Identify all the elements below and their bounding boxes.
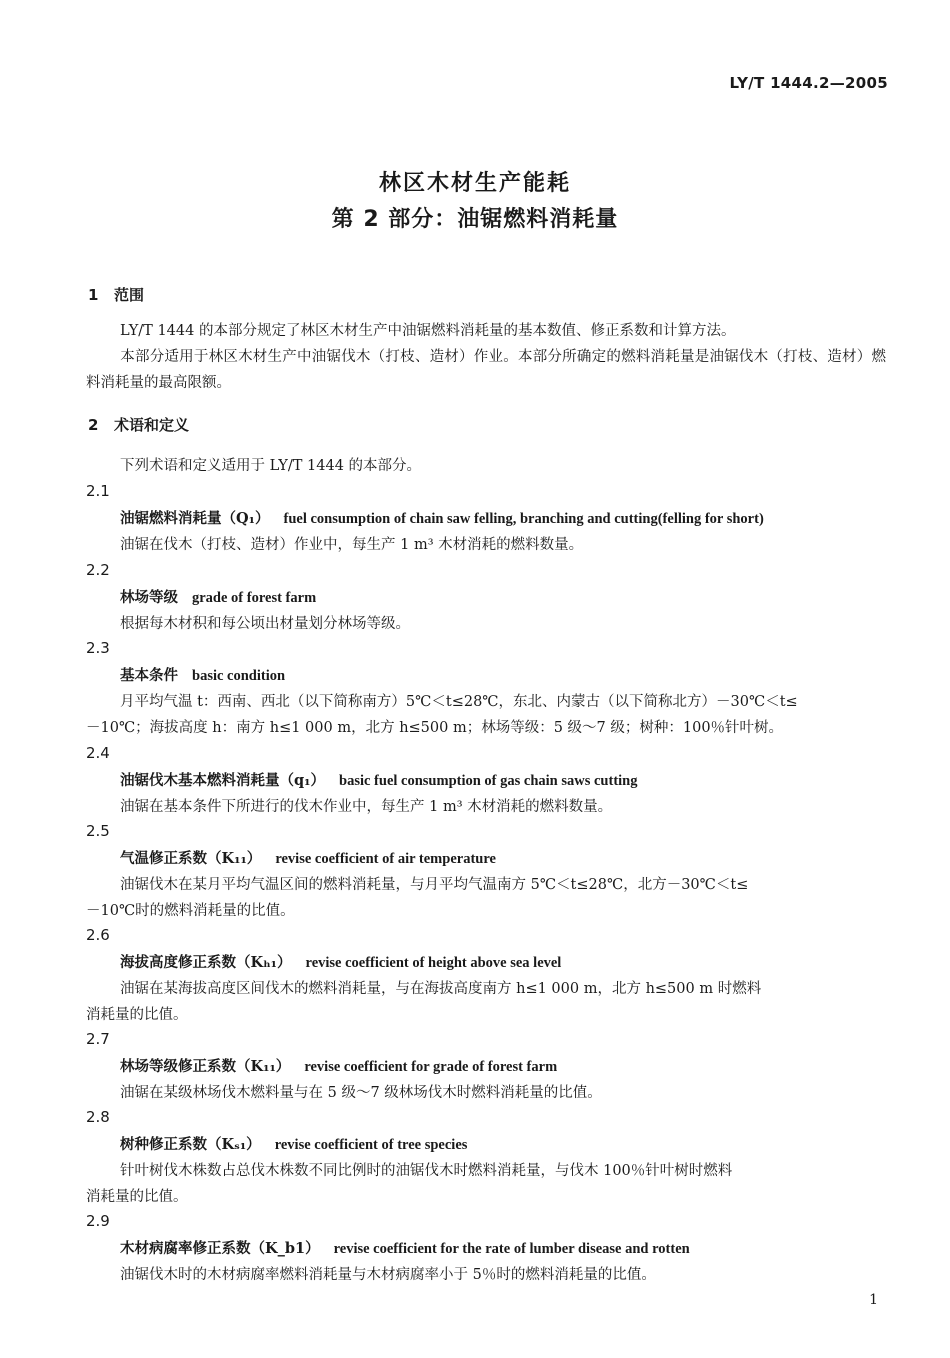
term-number: 2.5 (86, 822, 110, 840)
term-number: 2.3 (86, 639, 110, 657)
section-1-paragraph-2: 本部分适用于林区木材生产中油锯伐木（打枝、造材）作业。本部分所确定的燃料消耗量是油锯伐木（打枝、造材）燃料消耗量的最高限额。 (86, 349, 886, 391)
term-number: 2.7 (86, 1030, 110, 1048)
document-subtitle: 第 2 部分：油锯燃料消耗量 (331, 207, 619, 232)
section-title: 术语和定义 (114, 416, 190, 434)
term-number: 2.6 (86, 926, 110, 944)
term-definition: 油锯在基本条件下所进行的伐木作业中，每生产 1 m³ 木材消耗的燃料数量。 (120, 799, 613, 815)
term-heading: 林场等级修正系数（K₁₁） revise coefficient for grade of forest farm (120, 1058, 558, 1075)
standard-code: LY/T 1444.2—2005 (729, 74, 888, 92)
term-definition-continued: 消耗量的比值。 (86, 1007, 188, 1023)
term-number: 2.2 (86, 561, 110, 579)
page-number: 1 (869, 1292, 878, 1308)
section-number: 2 (88, 416, 99, 434)
term-definition: 月平均气温 t：西南、西北（以下简称南方）5℃＜t≤28℃，东北、内蒙古（以下简称北方）－30℃＜t≤ (120, 694, 798, 710)
term-number: 2.8 (86, 1108, 110, 1126)
section-2-heading (88, 414, 189, 435)
term-definition-continued: －10℃时的燃料消耗量的比值。 (86, 903, 295, 919)
section-1-paragraph-1: LY/T 1444 的本部分规定了林区木材生产中油锯燃料消耗量的基本数值、修正系数和计算方法。 (120, 323, 736, 339)
term-definition-continued: 消耗量的比值。 (86, 1189, 188, 1205)
term-number: 2.9 (86, 1212, 110, 1230)
term-definition: 根据每木材积和每公顷出材量划分林场等级。 (120, 616, 410, 632)
term-definition: 油锯在某级林场伐木燃料量与在 5 级～7 级林场伐木时燃料消耗量的比值。 (120, 1085, 602, 1101)
term-heading: 木材病腐率修正系数（K_b1） revise coefficient for the rate of lumber disease and rotten (120, 1240, 690, 1257)
term-definition: 油锯在某海拔高度区间伐木的燃料消耗量，与在海拔高度南方 h≤1 000 m，北方 h≤500 m 时燃料 (120, 981, 762, 997)
document-title: 林区木材生产能耗 (378, 171, 571, 196)
section-1-heading (88, 284, 144, 305)
term-heading: 林场等级 grade of forest farm (120, 589, 317, 606)
term-definition-continued: －10℃；海拔高度 h：南方 h≤1 000 m，北方 h≤500 m；林场等级：5 级～7 级；树种：100％针叶树。 (86, 720, 784, 736)
term-heading: 海拔高度修正系数（Kₕ₁） revise coefficient of height above sea level (120, 954, 562, 971)
term-heading: 基本条件 basic condition (120, 667, 286, 684)
term-heading: 油锯伐木基本燃料消耗量（q₁） basic fuel consumption of gas chain saws cutting (120, 772, 638, 789)
term-definition: 油锯伐木时的木材病腐率燃料消耗量与木材病腐率小于 5％时的燃料消耗量的比值。 (120, 1267, 656, 1283)
term-heading: 树种修正系数（Kₛ₁） revise coefficient of tree species (120, 1136, 468, 1153)
section-number: 1 (88, 286, 99, 304)
section-title: 范围 (114, 286, 145, 304)
term-heading: 气温修正系数（K₁₁） revise coefficient of air temperature (120, 850, 496, 867)
term-definition: 油锯在伐木（打枝、造材）作业中，每生产 1 m³ 木材消耗的燃料数量。 (120, 537, 584, 553)
term-definition: 油锯伐木在某月平均气温区间的燃料消耗量，与月平均气温南方 5℃＜t≤28℃，北方－30℃＜t≤ (120, 877, 749, 893)
term-definition: 针叶树伐木株数占总伐木株数不同比例时的油锯伐木时燃料消耗量，与伐木 100％针叶树时燃料 (120, 1163, 733, 1179)
section-2-intro: 下列术语和定义适用于 LY/T 1444 的本部分。 (120, 458, 422, 474)
term-number: 2.4 (86, 744, 110, 762)
term-number: 2.1 (86, 482, 110, 500)
term-heading: 油锯燃料消耗量（Q₁） fuel consumption of chain saw felling, branching and cutting(felling for short) (120, 510, 764, 527)
